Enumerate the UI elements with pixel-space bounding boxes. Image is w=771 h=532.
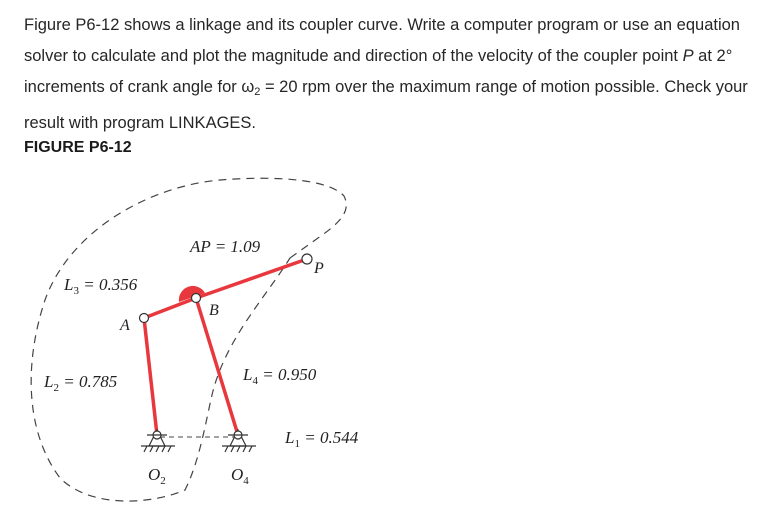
coupler-curve — [31, 178, 346, 501]
links — [144, 259, 307, 435]
figure-caption: FIGURE P6-12 — [24, 139, 132, 156]
omega-symbol: ω — [241, 78, 255, 96]
label-ap: AP = 1.09 — [190, 237, 261, 256]
label-l2: $L_2 = 0.785$ — [44, 372, 118, 394]
problem-text-1: Figure P6-12 shows a linkage and its coupler curve. Write a computer program or use an equation solver to calculate and plot the magnitude and direction of the velocity of the coupler point — [24, 16, 740, 65]
label-l1: $L_1 = 0.544$ — [285, 428, 359, 450]
pin-a — [140, 314, 149, 323]
problem-text-3: = 20 rpm over the maximum range of motion possible. Check your result with program LINKAGES. — [24, 78, 748, 132]
link-a-b — [144, 298, 196, 318]
omega-subscript: 2 — [254, 86, 261, 98]
pin-b — [192, 294, 201, 303]
point-variable: P — [682, 47, 694, 65]
label-o2: $O_2$ — [148, 465, 166, 487]
pin-p — [302, 254, 312, 264]
problem-text-2: at 2° increments of crank angle for — [24, 47, 733, 96]
ground-pivot-o4 — [222, 430, 256, 452]
label-a: A — [120, 317, 130, 334]
label-l3: $L_3 = 0.356$ — [64, 275, 138, 297]
link-o2-a — [144, 318, 157, 435]
label-l4: $L_4 = 0.950$ — [243, 365, 317, 387]
ground-pivot-o2 — [141, 430, 175, 452]
link-b-p — [196, 259, 307, 298]
label-o4: $O_4$ — [231, 465, 249, 487]
label-p: P — [314, 260, 324, 277]
label-b: B — [209, 302, 219, 319]
